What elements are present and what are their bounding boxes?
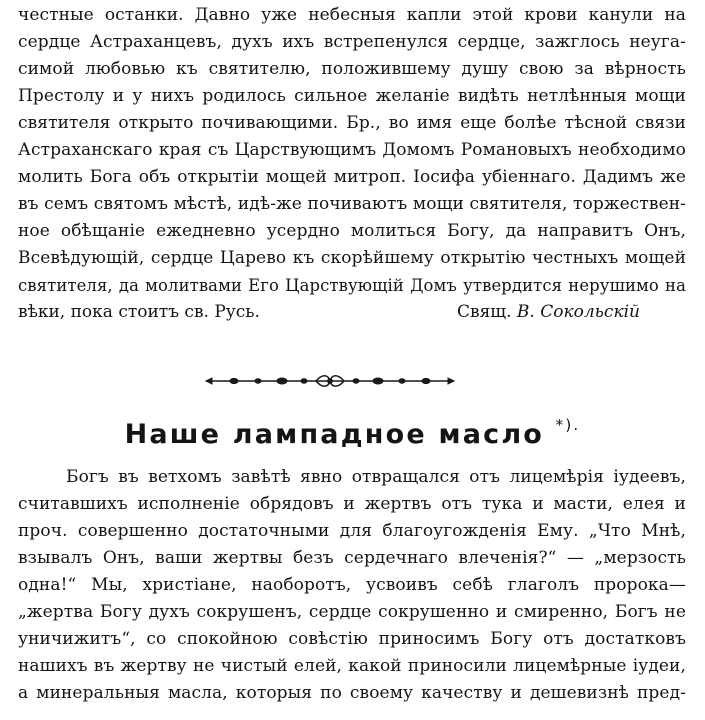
footnote-marker: *). [555,416,581,434]
author-signature [457,299,640,326]
text-line: нашихъ въ жертву не чистый елей, какой приносили лицемѣрные іудеи, [18,656,686,676]
text-line: въ семъ святомъ мѣстѣ, идѣ-же почиваютъ мощи святителя, торжествен- [18,194,686,214]
text-line: „жертва Богу духъ сокрушенъ, сердце сокрушенно и смиренно, Богъ не [18,602,686,622]
text-line: симой любовью къ святителю, положившему душу свою за вѣрность [18,59,686,79]
text-line: уничижитъ“, со спокойною совѣстію приносимъ Богу отъ достатковъ [18,629,686,649]
text-line: святителя открыто почивающими. Бр., во имя еще болѣе тѣсной связи [18,113,686,133]
article-heading [0,410,705,453]
text-line: молить Бога объ открытіи мощей митроп. Іосифа убіеннаго. Дадимъ же [18,167,686,187]
text-line: честные останки. Давно уже небесныя капли этой крови канули на [18,5,686,25]
text-line: Престолу и у нихъ родилось сильное желаніе видѣть нетлѣнныя мощи [18,86,686,106]
ornament-divider-icon [204,372,456,390]
article-body [18,464,686,707]
text-line: взывалъ Онъ, ваши жертвы безъ сердечнаго влеченія?“ — „мерзость [18,548,686,568]
text-line: ное обѣщаніе ежедневно усердно молиться Богу, да направитъ Онъ, [18,221,686,241]
text-line: Всевѣдующій, сердце Царево къ скорѣйшему открытію честныхъ мощей [18,248,686,268]
closing-line [18,299,686,326]
text-line: Богъ въ ветхомъ завѣтѣ явно отвращался отъ лицемѣрія іудеевъ, [66,467,686,487]
top-paragraph [18,2,686,326]
text-line: считавшихъ исполненіе обрядовъ и жертвъ отъ тука и масти, елея и [18,494,686,514]
text-line: вѣки, пока стоитъ св. Русь. [18,302,260,322]
text-line: одна!“ Мы, христіане, наоборотъ, усвоивъ себѣ глаголъ пророка— [18,575,686,595]
text-line: сердце Астраханцевъ, духъ ихъ встрепенулся сердце, зажглось неуга- [18,32,686,52]
text-line: а минеральныя масла, которыя по своему качеству и дешевизнѣ пред- [18,683,686,703]
text-line: Астраханскаго края съ Царствующимъ Домомъ Романовыхъ необходимо [18,140,686,160]
text-line: проч. совершенно достаточными для благоугожденія Ему. „Что Мнѣ, [18,521,686,541]
heading-text: Наше лампадное масло [124,419,545,450]
signature-name: В. Сокольскій [516,302,640,322]
text-line: святителя, да молитвами Его Царствующій Домъ утвердится нерушимо на [18,276,686,295]
signature-prefix: Свящ. [457,302,512,322]
